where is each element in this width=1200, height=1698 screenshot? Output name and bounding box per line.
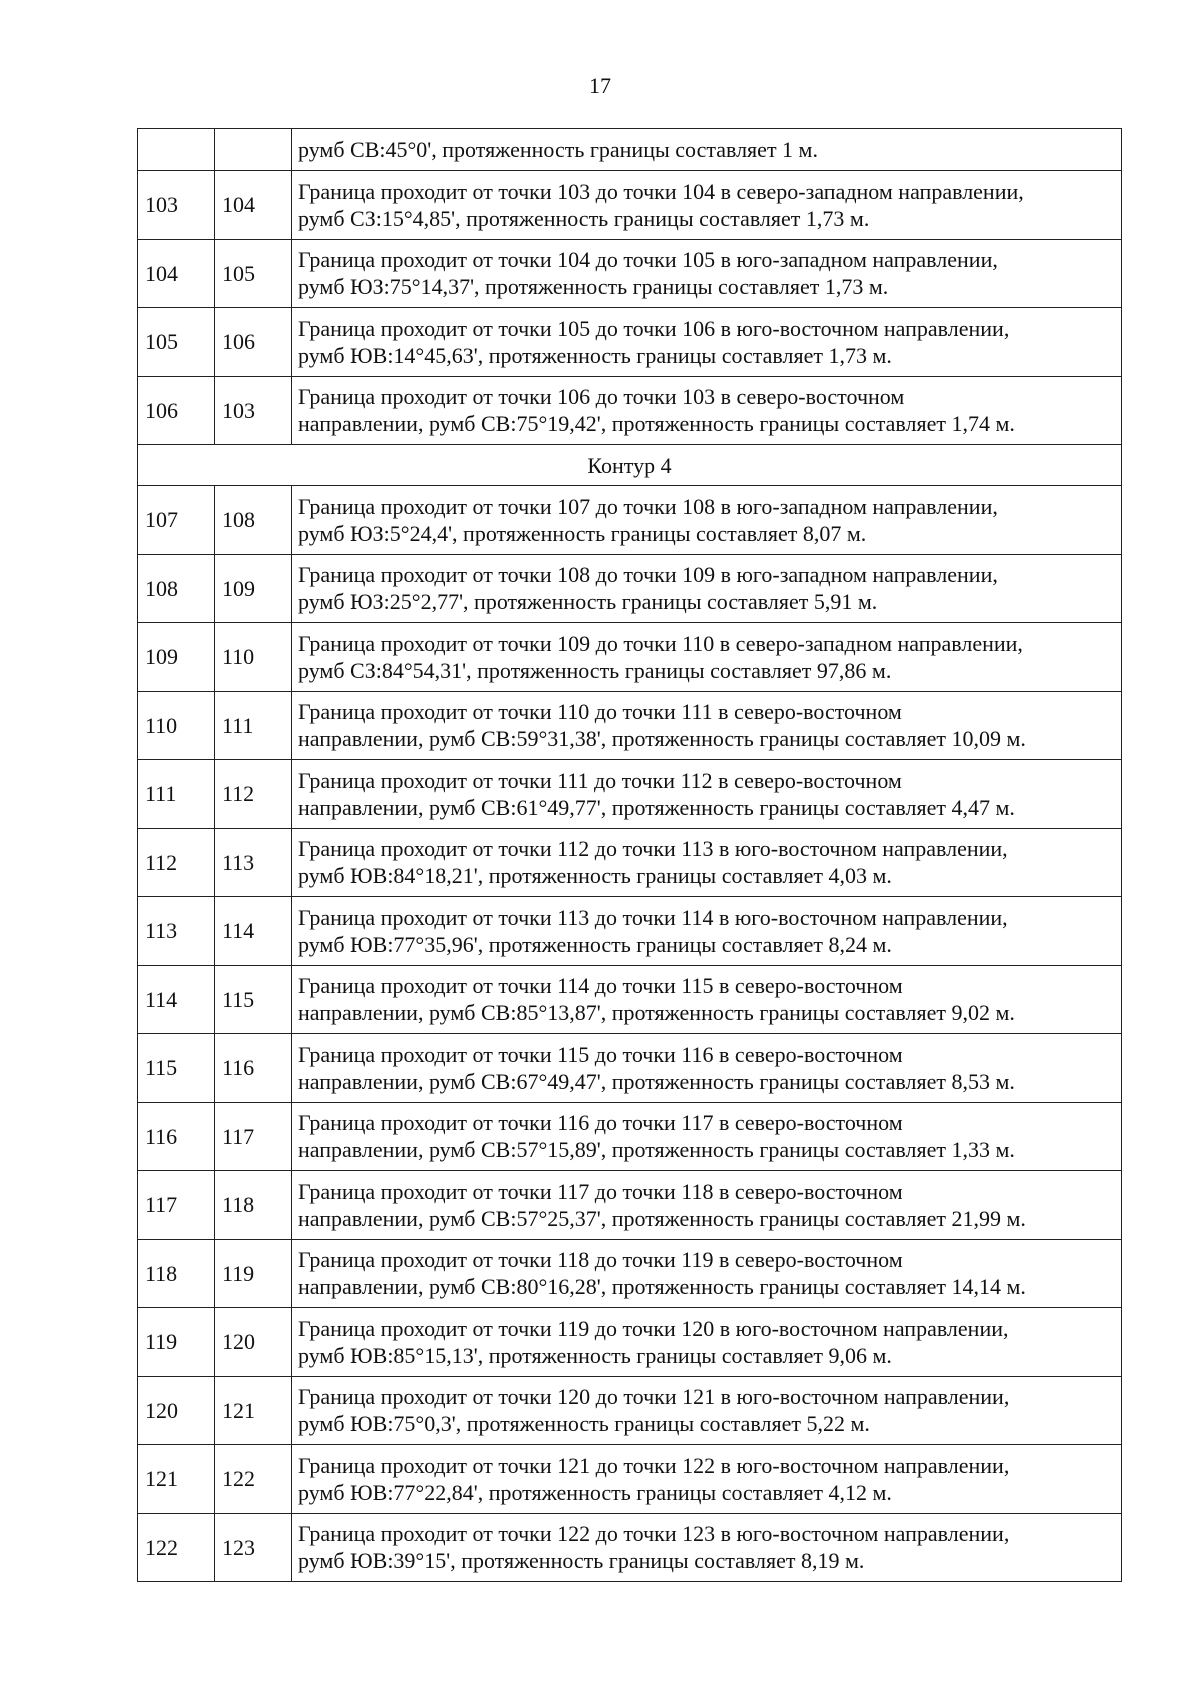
description-line-2: румб ЮВ:77°35,96', протяженность границы составляет 8,24 м. [298,931,892,957]
from-point-cell: 104 [138,239,215,308]
description-line-1: Граница проходит от точки 114 до точки 115 в северо-восточном [298,973,903,999]
section-header-row [138,445,1122,486]
from-point-cell: 107 [138,486,215,555]
to-point-cell: 115 [215,965,292,1034]
description-line-1: Граница проходит от точки 110 до точки 111 в северо-восточном [298,699,902,725]
description-line-2: румб СЗ:15°4,85', протяженность границы составляет 1,73 м. [298,205,870,231]
description-line-2: румб ЮЗ:5°24,4', протяженность границы составляет 8,07 м. [298,520,867,546]
description-cell [292,308,1122,377]
table-row-continuation [138,129,1122,171]
description-cell [292,828,1122,897]
table-row [138,239,1122,308]
to-point-cell: 117 [215,1102,292,1171]
from-point-cell: 119 [138,1308,215,1377]
description-line-1: Граница проходит от точки 103 до точки 104 в северо-западном направлении, [298,178,1024,204]
description-line-1: Граница проходит от точки 106 до точки 103 в северо-восточном [298,384,905,410]
description-line-1: Граница проходит от точки 117 до точки 118 в северо-восточном [298,1178,903,1204]
to-point-cell: 111 [215,691,292,760]
to-point-cell: 106 [215,308,292,377]
description-cell [292,1171,1122,1240]
to-point-cell: 114 [215,897,292,966]
to-point-cell: 120 [215,1308,292,1377]
from-point-cell: 121 [138,1445,215,1514]
table-row [138,1102,1122,1171]
from-point-cell: 115 [138,1034,215,1103]
description-line-2: направлении, румб СВ:85°13,87', протяженность границы составляет 9,02 м. [298,1000,1015,1026]
table-row [138,1239,1122,1308]
description-line-2: направлении, румб СВ:57°25,37', протяженность границы составляет 21,99 м. [298,1205,1026,1231]
table-row [138,171,1122,240]
from-point-cell: 105 [138,308,215,377]
from-point-cell: 114 [138,965,215,1034]
description-cell [292,376,1122,445]
to-point-cell: 110 [215,623,292,692]
description-cell [292,486,1122,555]
description-line-1: Граница проходит от точки 112 до точки 113 в юго-восточном направлении, [298,836,1008,862]
from-point-cell: 118 [138,1239,215,1308]
to-point-cell: 123 [215,1513,292,1582]
table-row [138,623,1122,692]
to-point-cell: 104 [215,171,292,240]
to-point-cell: 113 [215,828,292,897]
description-cell: румб СВ:45°0', протяженность границы составляет 1 м. [292,129,1122,171]
description-cell [292,965,1122,1034]
description-cell [292,1308,1122,1377]
description-line-2: направлении, румб СВ:80°16,28', протяженность границы составляет 14,14 м. [298,1274,1026,1300]
description-line-2: румб ЮВ:77°22,84', протяженность границы составляет 4,12 м. [298,1479,892,1505]
description-line-2: направлении, румб СВ:59°31,38', протяженность границы составляет 10,09 м. [298,726,1026,752]
description-line-1: Граница проходит от точки 105 до точки 106 в юго-восточном направлении, [298,315,1010,341]
to-point-cell: 108 [215,486,292,555]
to-point-cell: 105 [215,239,292,308]
description-line-1: Граница проходит от точки 122 до точки 123 в юго-восточном направлении, [298,1521,1010,1547]
description-line-2: румб ЮЗ:25°2,77', протяженность границы составляет 5,91 м. [298,589,878,615]
description-line-1: Граница проходит от точки 113 до точки 114 в юго-восточном направлении, [298,904,1008,930]
table-row [138,1308,1122,1377]
description-line-1: Граница проходит от точки 115 до точки 116 в северо-восточном [298,1041,903,1067]
description-line-2: румб ЮЗ:75°14,37', протяженность границы составляет 1,73 м. [298,274,889,300]
from-point-cell: 106 [138,376,215,445]
table-row [138,1513,1122,1582]
description-line-1: Граница проходит от точки 109 до точки 110 в северо-западном направлении, [298,630,1023,656]
description-line-2: румб ЮВ:75°0,3', протяженность границы составляет 5,22 м. [298,1411,870,1437]
from-point-cell: 111 [138,760,215,829]
description-line-2: румб ЮВ:85°15,13', протяженность границы составляет 9,06 м. [298,1342,892,1368]
description-line-2: румб ЮВ:84°18,21', протяженность границы составляет 4,03 м. [298,863,892,889]
description-line-2: направлении, румб СВ:67°49,47', протяженность границы составляет 8,53 м. [298,1068,1015,1094]
description-cell [292,760,1122,829]
description-cell [292,1239,1122,1308]
description-cell [292,1445,1122,1514]
from-point-cell: 112 [138,828,215,897]
description-line-1: Граница проходит от точки 121 до точки 122 в юго-восточном направлении, [298,1452,1010,1478]
table-row [138,376,1122,445]
to-point-cell: 119 [215,1239,292,1308]
description-line-1: Граница проходит от точки 108 до точки 109 в юго-западном направлении, [298,562,998,588]
to-point-cell: 116 [215,1034,292,1103]
description-cell [292,239,1122,308]
table-row [138,486,1122,555]
to-point-cell: 103 [215,376,292,445]
table-row [138,965,1122,1034]
from-point-cell: 117 [138,1171,215,1240]
description-line-2: румб ЮВ:14°45,63', протяженность границы составляет 1,73 м. [298,342,892,368]
table-row [138,897,1122,966]
description-cell [292,691,1122,760]
from-point-cell: 120 [138,1376,215,1445]
description-line-1: Граница проходит от точки 107 до точки 108 в юго-западном направлении, [298,493,998,519]
from-point-cell: 116 [138,1102,215,1171]
to-point-cell: 122 [215,1445,292,1514]
from-point-cell: 122 [138,1513,215,1582]
to-point-cell: 118 [215,1171,292,1240]
to-point-cell: 121 [215,1376,292,1445]
from-point-cell: 108 [138,554,215,623]
from-point-cell: 110 [138,691,215,760]
description-line-2: направлении, румб СВ:61°49,77', протяженность границы составляет 4,47 м. [298,794,1015,820]
table-row [138,1171,1122,1240]
to-point-cell [215,129,292,171]
description-cell [292,171,1122,240]
from-point-cell: 109 [138,623,215,692]
description-line-1: Граница проходит от точки 111 до точки 112 в северо-восточном [298,767,902,793]
to-point-cell: 109 [215,554,292,623]
description-cell [292,1513,1122,1582]
description-cell [292,1102,1122,1171]
table-row [138,308,1122,377]
table-row [138,554,1122,623]
table-row [138,1445,1122,1514]
description-line-1: Граница проходит от точки 120 до точки 121 в юго-восточном направлении, [298,1384,1010,1410]
table-row [138,1376,1122,1445]
description-line-1: Граница проходит от точки 118 до точки 119 в северо-восточном [298,1247,903,1273]
description-line-1: Граница проходит от точки 104 до точки 105 в юго-западном направлении, [298,247,998,273]
table-row [138,828,1122,897]
description-cell [292,1034,1122,1103]
description-cell [292,897,1122,966]
description-line-2: направлении, румб СВ:75°19,42', протяженность границы составляет 1,74 м. [298,411,1015,437]
description-line-2: румб СЗ:84°54,31', протяженность границы составляет 97,86 м. [298,657,892,683]
section-title: Контур 4 [138,445,1122,486]
from-point-cell: 103 [138,171,215,240]
description-line-1: Граница проходит от точки 119 до точки 120 в юго-восточном направлении, [298,1315,1009,1341]
description-line-2: румб ЮВ:39°15', протяженность границы составляет 8,19 м. [298,1548,865,1574]
table-body [138,129,1122,1582]
description-cell [292,1376,1122,1445]
boundary-description-table [137,128,1122,1582]
table-row [138,1034,1122,1103]
description-cell [292,623,1122,692]
from-point-cell: 113 [138,897,215,966]
table-row [138,760,1122,829]
description-cell [292,554,1122,623]
description-line-2: направлении, румб СВ:57°15,89', протяженность границы составляет 1,33 м. [298,1137,1015,1163]
to-point-cell: 112 [215,760,292,829]
from-point-cell [138,129,215,171]
page-number: 17 [589,73,611,98]
description-line-1: Граница проходит от точки 116 до точки 117 в северо-восточном [298,1110,903,1136]
table-row [138,691,1122,760]
